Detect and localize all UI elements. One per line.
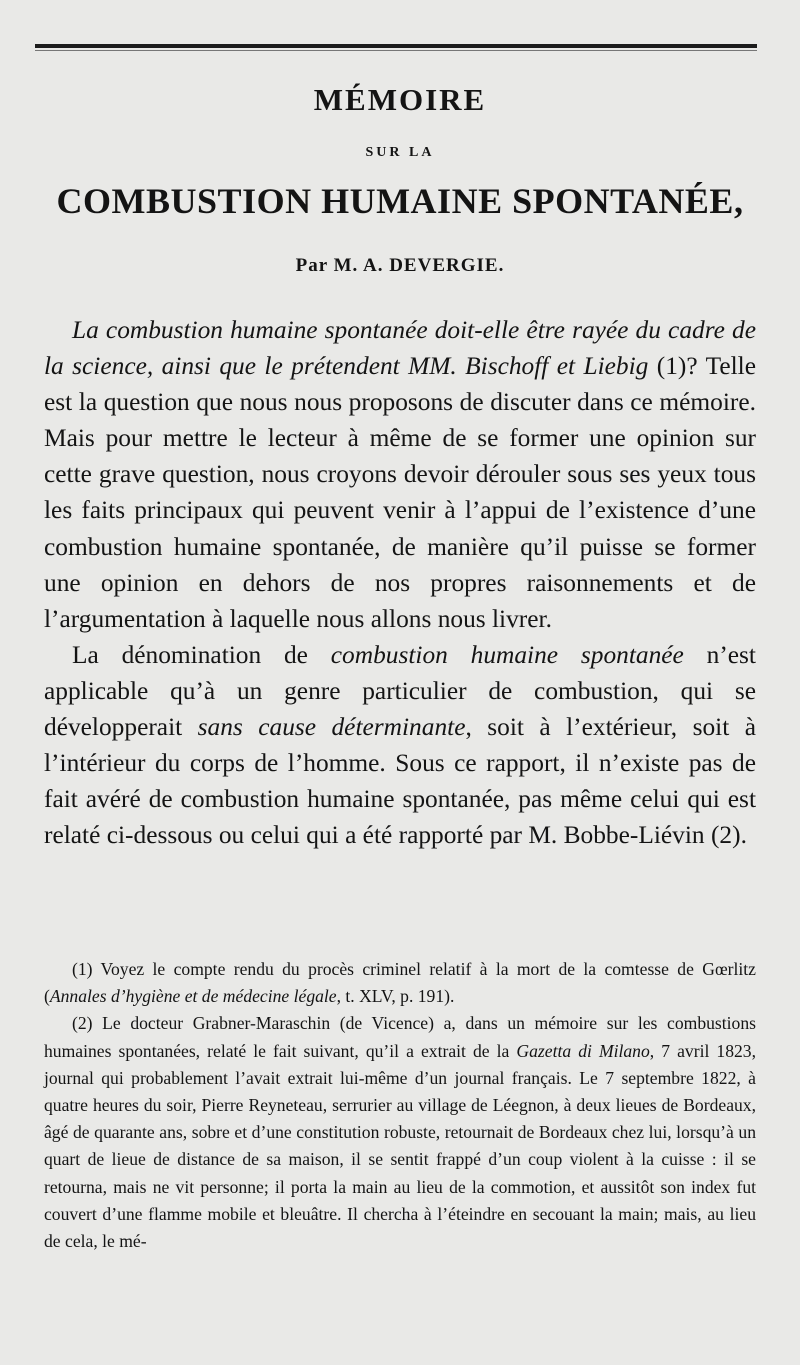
p2-c: n’est applicable qu’à un genre particulier de combustion, qui se développerait	[44, 640, 756, 742]
author-line: Par M. A. DEVERGIE.	[295, 255, 505, 276]
p2-b: combustion humaine spontanée	[330, 640, 684, 669]
body-text	[44, 312, 756, 853]
title-sur-la: SUR LA	[365, 145, 435, 160]
paragraph-2	[44, 637, 756, 854]
n2-b: Gazetta di Milano	[516, 1040, 650, 1061]
footnote-2	[44, 1010, 756, 1255]
footnote-1	[44, 956, 756, 1010]
p2-a: La dénomination de	[72, 640, 308, 669]
n2-c: , 7 avril 1823, journal qui probablement l’avait extrait lui-même d’un journal français. Le 7 septembre 1822, à quatre heures du soir, Pierre Reyneteau, serrurier au village de Léegnon, à deux lieues de Bordeaux, âgé de quarante ans, sobre et d’une constitution robuste, retournait de Bordeaux chez lui, lorsqu’à un quart de lieue de distance de sa maison, il se sentit frappé d’un coup violent à la cuisse : il se retourna, mais ne vit personne; il porta la main au lieu de la commotion, et aussitôt son index fut couvert d’une flamme mobile et bleuâtre. Il chercha à l’éteindre en secouant la main; mais, au lieu de cela, le mé-	[44, 1040, 756, 1252]
p2-d: sans cause déterminante	[197, 713, 466, 742]
header-rule-thin	[35, 50, 757, 51]
p1-rest: Telle est la question que nous nous proposons de discuter dans ce mémoire. Mais pour mettre le lecteur à même de se former une opinion sur cette grave question, nous croyons devoir dérouler sous ses yeux tous les faits principaux qui peuvent venir à l’appui de l’existence d’une combustion humaine spontanée, de manière qu’il puisse se former une opinion en dehors de nos propres raisonnements et de l’argumentation à laquelle nous allons nous livrer.	[44, 352, 756, 633]
p1-ref: (1)?	[656, 352, 698, 381]
footnotes	[44, 956, 756, 1255]
title-subject: COMBUSTION HUMAINE SPONTANÉE,	[56, 181, 744, 221]
n2-a: (2) Le docteur Grabner-Maraschin (de Vicence) a, dans un mémoire sur les combustions humaines spontanées, relaté le fait suivant, qu’il a extrait de la	[44, 1013, 756, 1061]
n1-b: Annales d’hygiène et de médecine légale	[49, 986, 337, 1007]
n1-a: (1) Voyez le compte rendu du procès criminel relatif à la mort de la comtesse de Gœrlitz (	[44, 959, 756, 1007]
p1-italic: La combustion humaine spontanée doit-elle être rayée du cadre de la science, ainsi que le prétendent MM. Bischoff et Liebig	[44, 316, 756, 381]
paragraph-1	[44, 312, 756, 637]
p2-e: , soit à l’extérieur, soit à l’intérieur du corps de l’homme. Sous ce rapport, il n’existe pas de fait avéré de combustion humaine spontanée, pas même celui qui est relaté ci-dessous ou celui qui a été rapporté par M. Bobbe-Liévin (2).	[44, 713, 756, 850]
title-memoire: MÉMOIRE	[313, 82, 487, 117]
header-rule	[35, 44, 757, 48]
n1-c: , t. XLV, p. 191).	[336, 986, 455, 1007]
